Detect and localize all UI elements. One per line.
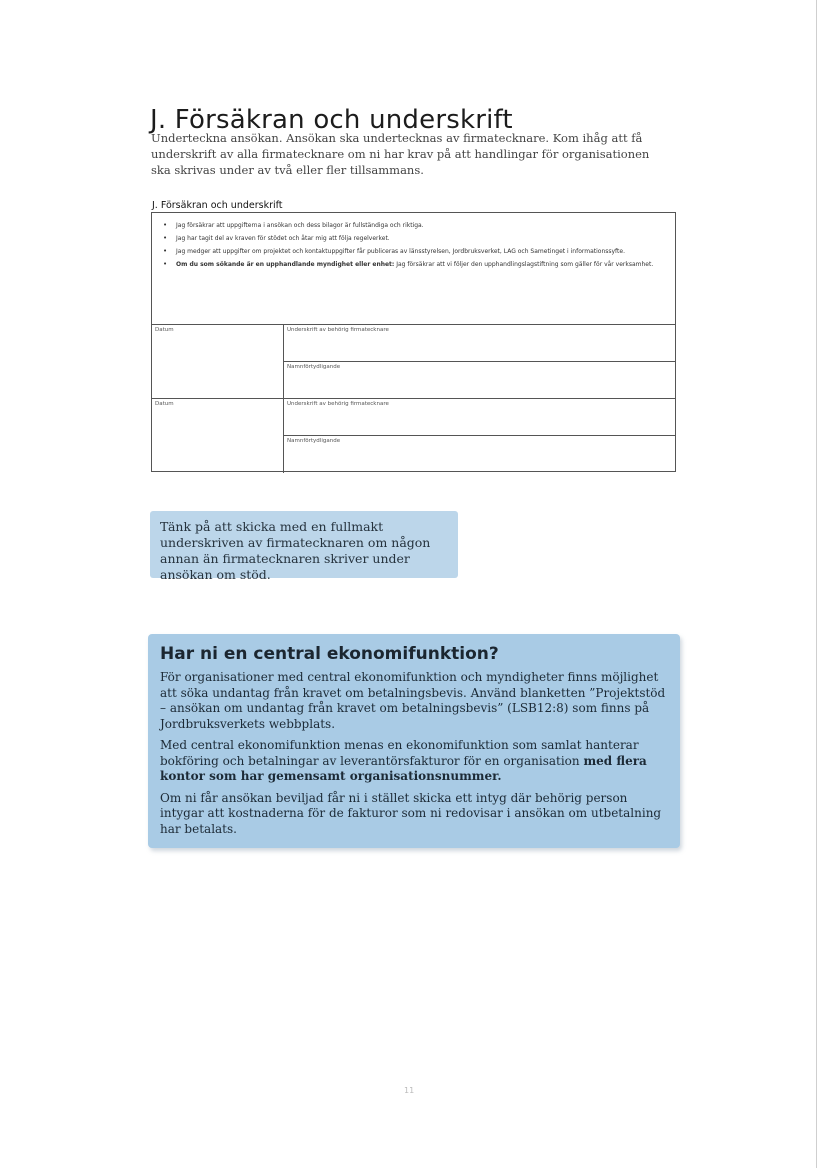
info-paragraph: Om ni får ansökan beviljad får ni i stället skicka ett intyg där behörig person intygar att kostnaderna för de fakturor som ni redovisar i ansökan om utbetalning har betalats. — [160, 790, 662, 836]
declaration-item: • Jag försäkrar att uppgifterna i ansökan och dess bilagor är fullständiga och riktiga. — [160, 221, 663, 231]
declaration-item: • Jag har tagit del av kraven för stödet och åtar mig att följa regelverket. — [160, 234, 663, 244]
info-paragraph — [160, 738, 668, 785]
signature-field[interactable] — [284, 399, 675, 436]
page-number: 11 — [404, 1086, 415, 1095]
power-of-attorney-note: Tänk på att skicka med en fullmakt underskriven av firmatecknaren om någon annan än firmatecknaren skriver under ansökan om stöd. — [150, 511, 458, 578]
date-field[interactable] — [152, 399, 284, 473]
date-label: Datum — [155, 401, 174, 407]
info-paragraph: För organisationer med central ekonomifunktion och myndigheter finns möjlighet att söka undantag från kravet om betalningsbevis. Använd blanketten ”Projektstöd – ansökan om undantag från kravet om betalningsbevis” (LSB12:8) som finns på Jordbruksverkets webbplats. — [160, 670, 666, 731]
name-clarification-field[interactable] — [284, 436, 675, 472]
signature-label: Underskrift av behörig firmatecknare — [287, 401, 389, 407]
signature-field[interactable] — [284, 325, 675, 362]
section-heading: J. Försäkran och underskrift — [150, 105, 513, 136]
signature-grid — [152, 324, 675, 471]
signature-label: Underskrift av behörig firmatecknare — [287, 327, 389, 333]
info-box — [148, 634, 680, 848]
info-bold-text: med flera kontor som har gemensamt organisationsnummer. — [160, 753, 647, 783]
form-title: J. Försäkran och underskrift — [152, 200, 283, 211]
signature-row — [152, 324, 675, 399]
declaration-list — [152, 213, 675, 270]
signature-row — [152, 398, 675, 473]
info-box-title: Har ni en central ekonomifunktion? — [160, 644, 499, 664]
intro-text: Underteckna ansökan. Ansökan ska undertecknas av firmatecknare. Kom ihåg att få underskrift av alla firmatecknare om ni har krav på att handlingar för organisationen ska skrivas under av två eller fler tillsammans. — [151, 131, 650, 177]
declaration-text: Jag försäkrar att vi följer den upphandlingslagstiftning som gäller för vår verksamhet. — [394, 261, 654, 268]
name-clarification-field[interactable] — [284, 362, 675, 398]
declaration-bold-text: Om du som sökande är en upphandlande myndighet eller enhet: — [176, 261, 395, 268]
page-edge — [816, 0, 817, 1168]
date-field[interactable] — [152, 325, 284, 399]
name-clarification-label: Namnförtydligande — [287, 438, 341, 444]
info-text: Med central ekonomifunktion menas en ekonomifunktion som samlat hanterar bokföring och betalningar av leverantörsfakturor för en organisation — [160, 738, 639, 768]
declaration-form — [151, 212, 676, 472]
declaration-item — [160, 260, 663, 270]
name-clarification-label: Namnförtydligande — [287, 364, 341, 370]
date-label: Datum — [155, 327, 174, 333]
declaration-item: • Jag medger att uppgifter om projektet och kontaktuppgifter får publiceras av länsstyrelsen, Jordbruksverket, LAG och Sametinget i informationssyfte. — [160, 247, 663, 257]
